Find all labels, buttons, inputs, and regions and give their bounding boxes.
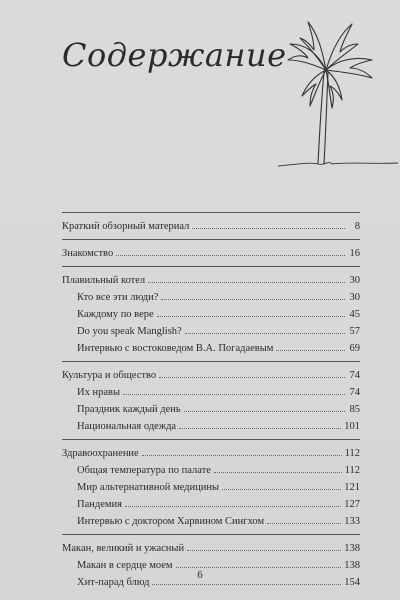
toc-entry-page: 138 bbox=[344, 543, 360, 554]
toc-entry-label: Интервью с востоковедом В.А. Погадаевым bbox=[77, 343, 274, 354]
toc-entry-label: Пандемия bbox=[77, 499, 122, 510]
toc-entry-label: Праздник каждый день bbox=[77, 404, 181, 415]
toc-entry[interactable] bbox=[62, 272, 360, 289]
toc-subentry[interactable] bbox=[62, 289, 360, 306]
toc-subentry[interactable] bbox=[62, 384, 360, 401]
toc-entry-page: 121 bbox=[344, 482, 360, 493]
dot-leader bbox=[161, 299, 345, 300]
dot-leader bbox=[185, 333, 345, 334]
toc-entry-page: 8 bbox=[354, 221, 360, 232]
toc-entry-label: Макан, великий и ужасный bbox=[62, 543, 185, 554]
toc-entry-page: 16 bbox=[349, 248, 360, 259]
toc-entry-page: 57 bbox=[349, 326, 360, 337]
toc-subentry[interactable] bbox=[62, 496, 360, 513]
dot-leader bbox=[142, 455, 342, 456]
toc-entry-page: 133 bbox=[344, 516, 360, 527]
toc-section bbox=[62, 212, 360, 239]
dot-leader bbox=[176, 567, 342, 568]
table-of-contents bbox=[62, 212, 360, 595]
toc-subentry[interactable] bbox=[62, 323, 360, 340]
dot-leader bbox=[179, 428, 341, 429]
dot-leader bbox=[116, 255, 345, 256]
toc-entry-label: Кто все эти люди? bbox=[77, 292, 159, 303]
toc-entry-label: Их нравы bbox=[77, 387, 120, 398]
dot-leader bbox=[123, 394, 345, 395]
toc-entry-label: Макан в сердце моем bbox=[77, 560, 173, 571]
toc-subentry[interactable] bbox=[62, 340, 360, 357]
toc-entry-label: Знакомство bbox=[62, 248, 114, 259]
toc-subentry[interactable] bbox=[62, 306, 360, 323]
toc-entry-page: 74 bbox=[349, 387, 360, 398]
toc-entry-page: 138 bbox=[344, 560, 360, 571]
toc-entry-page: 112 bbox=[344, 448, 360, 459]
toc-section bbox=[62, 361, 360, 439]
toc-entry-page: 112 bbox=[344, 465, 360, 476]
toc-section bbox=[62, 439, 360, 534]
dot-leader bbox=[184, 411, 345, 412]
toc-subentry[interactable] bbox=[62, 418, 360, 435]
toc-entry-label: Интервью с доктором Харвином Сингхом bbox=[77, 516, 265, 527]
toc-entry-page: 127 bbox=[344, 499, 360, 510]
dot-leader bbox=[125, 506, 341, 507]
palm-tree-illustration bbox=[278, 14, 398, 174]
dot-leader bbox=[187, 550, 341, 551]
toc-entry-label: Культура и общество bbox=[62, 370, 157, 381]
toc-entry-label: Краткий обзорный материал bbox=[62, 221, 190, 232]
toc-section bbox=[62, 534, 360, 595]
page-number: 6 bbox=[197, 569, 203, 581]
dot-leader bbox=[148, 282, 345, 283]
dot-leader bbox=[276, 350, 345, 351]
toc-entry-page: 30 bbox=[349, 292, 360, 303]
dot-leader bbox=[192, 228, 345, 229]
page-title: Содержание bbox=[62, 36, 287, 74]
toc-entry-label: Общая температура по палате bbox=[77, 465, 211, 476]
toc-entry[interactable] bbox=[62, 367, 360, 384]
toc-entry[interactable] bbox=[62, 445, 360, 462]
toc-entry[interactable] bbox=[62, 540, 360, 557]
toc-entry-page: 154 bbox=[344, 577, 360, 588]
dot-leader bbox=[214, 472, 342, 473]
toc-entry-label: Do you speak Manglish? bbox=[77, 326, 182, 337]
toc-entry[interactable] bbox=[62, 218, 360, 235]
toc-section bbox=[62, 266, 360, 361]
dot-leader bbox=[159, 377, 345, 378]
toc-entry-label: Хит-парад блюд bbox=[77, 577, 150, 588]
toc-entry-label: Каждому по вере bbox=[77, 309, 154, 320]
toc-entry-label: Здравоохранение bbox=[62, 448, 139, 459]
dot-leader bbox=[152, 584, 341, 585]
toc-entry-page: 69 bbox=[349, 343, 360, 354]
toc-entry-page: 30 bbox=[349, 275, 360, 286]
toc-subentry[interactable] bbox=[62, 401, 360, 418]
toc-entry-label: Национальная одежда bbox=[77, 421, 177, 432]
toc-section bbox=[62, 239, 360, 266]
toc-subentry[interactable] bbox=[62, 462, 360, 479]
toc-subentry[interactable] bbox=[62, 513, 360, 530]
dot-leader bbox=[222, 489, 341, 490]
toc-entry-label: Мир альтернативной медицины bbox=[77, 482, 220, 493]
toc-entry[interactable] bbox=[62, 245, 360, 262]
toc-entry-page: 45 bbox=[349, 309, 360, 320]
toc-entry-label: Плавильный котел bbox=[62, 275, 146, 286]
toc-entry-page: 101 bbox=[344, 421, 360, 432]
dot-leader bbox=[157, 316, 345, 317]
toc-subentry[interactable] bbox=[62, 479, 360, 496]
dot-leader bbox=[267, 523, 341, 524]
toc-entry-page: 74 bbox=[349, 370, 360, 381]
toc-entry-page: 85 bbox=[349, 404, 360, 415]
